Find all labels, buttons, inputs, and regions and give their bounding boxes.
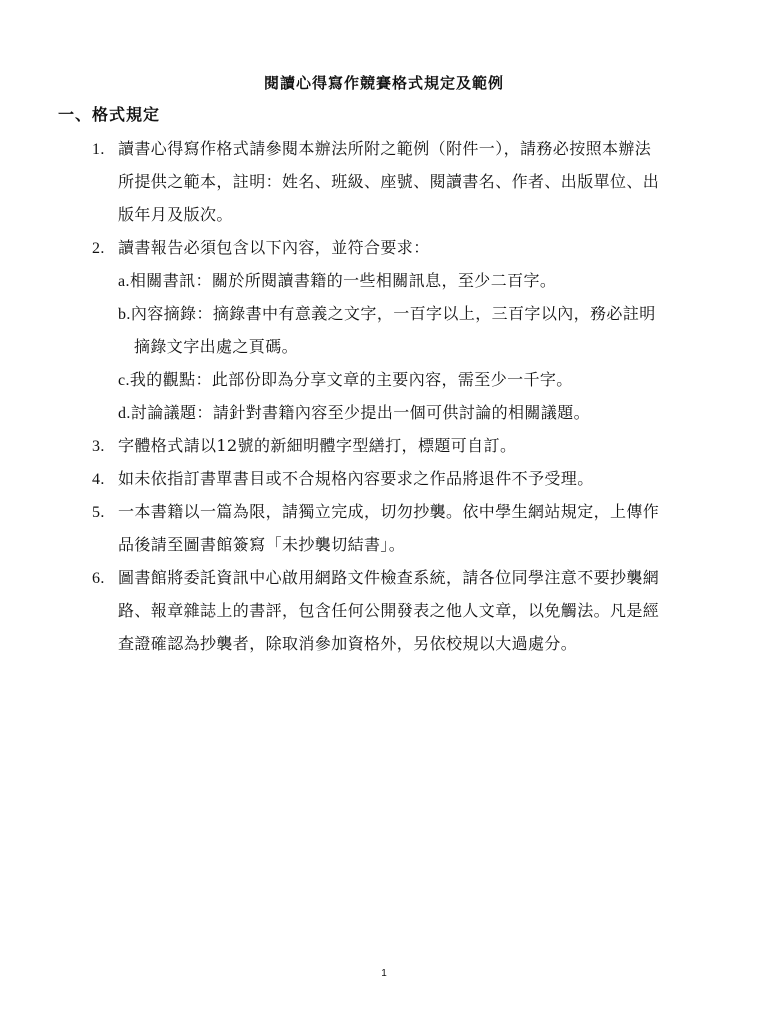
item-2b-line-2: 摘錄文字出處之頁碼。 [134, 337, 299, 356]
item-5-text-1: 一本書籍以一篇為限，請獨立完成，切勿抄襲。依中學生網站規定，上傳作 [118, 502, 660, 521]
item-2a [118, 268, 556, 291]
section-heading: 一、格式規定 [58, 105, 161, 124]
item-2d [118, 400, 590, 423]
item-3-line-1 [92, 433, 516, 456]
item-2b-line-1 [118, 301, 656, 324]
page-title: 閱讀心得寫作競賽格式規定及範例 [263, 74, 504, 92]
item-2d-label: d. [118, 405, 131, 422]
item-4-number: 4. [92, 471, 105, 488]
item-2a-text: 相關書訊：關於所閱讀書籍的一些相關訊息，至少二百字。 [129, 271, 557, 290]
item-1-number: 1. [92, 141, 105, 158]
item-6-line-3: 查證確認為抄襲者，除取消參加資格外，另依校規以大過處分。 [118, 634, 578, 653]
item-2c [118, 367, 573, 390]
item-2b-label: b. [118, 306, 131, 323]
page-number: 1 [381, 968, 387, 979]
item-6-text-1: 圖書館將委託資訊中心啟用網路文件檢查系統，請各位同學注意不要抄襲網 [118, 568, 660, 587]
item-2d-text: 討論議題：請針對書籍內容至少提出一個可供討論的相關議題。 [130, 403, 591, 422]
item-2-text-1: 讀書報告必須包含以下內容，並符合要求： [118, 238, 430, 257]
item-3-number: 3. [92, 438, 105, 455]
item-5-line-1 [92, 499, 659, 522]
item-4-line-1 [92, 466, 594, 489]
item-1-text-1: 讀書心得寫作格式請參閱本辦法所附之範例（附件一），請務必按照本辦法 [118, 139, 652, 158]
item-6-line-1 [92, 565, 659, 588]
item-6-line-2: 路、報章雜誌上的書評，包含任何公開發表之他人文章，以免觸法。凡是經 [118, 601, 660, 620]
item-1-line-2: 所提供之範本，註明：姓名、班級、座號、閱讀書名、作者、出版單位、出 [118, 172, 660, 191]
item-2c-text: 我的觀點：此部份即為分享文章的主要內容，需至少一千字。 [129, 370, 573, 389]
item-2-number: 2. [92, 240, 105, 257]
item-2b-text-1: 內容摘錄：摘錄書中有意義之文字，一百字以上，三百字以內，務必註明 [130, 304, 656, 323]
item-1-line-1 [92, 136, 651, 159]
item-4-text-1: 如未依指訂書單書目或不合規格內容要求之作品將退件不予受理。 [118, 469, 594, 488]
item-3-text-1: 字體格式請以12號的新細明體字型繕打，標題可自訂。 [118, 436, 517, 455]
item-6-number: 6. [92, 570, 105, 587]
item-5-number: 5. [92, 504, 105, 521]
item-1-line-3: 版年月及版次。 [118, 205, 233, 224]
item-2a-label: a. [118, 273, 130, 290]
item-2c-label: c. [118, 372, 130, 389]
item-2-line-1 [92, 235, 430, 258]
item-5-line-2: 品後請至圖書館簽寫「未抄襲切結書」。 [118, 535, 406, 554]
